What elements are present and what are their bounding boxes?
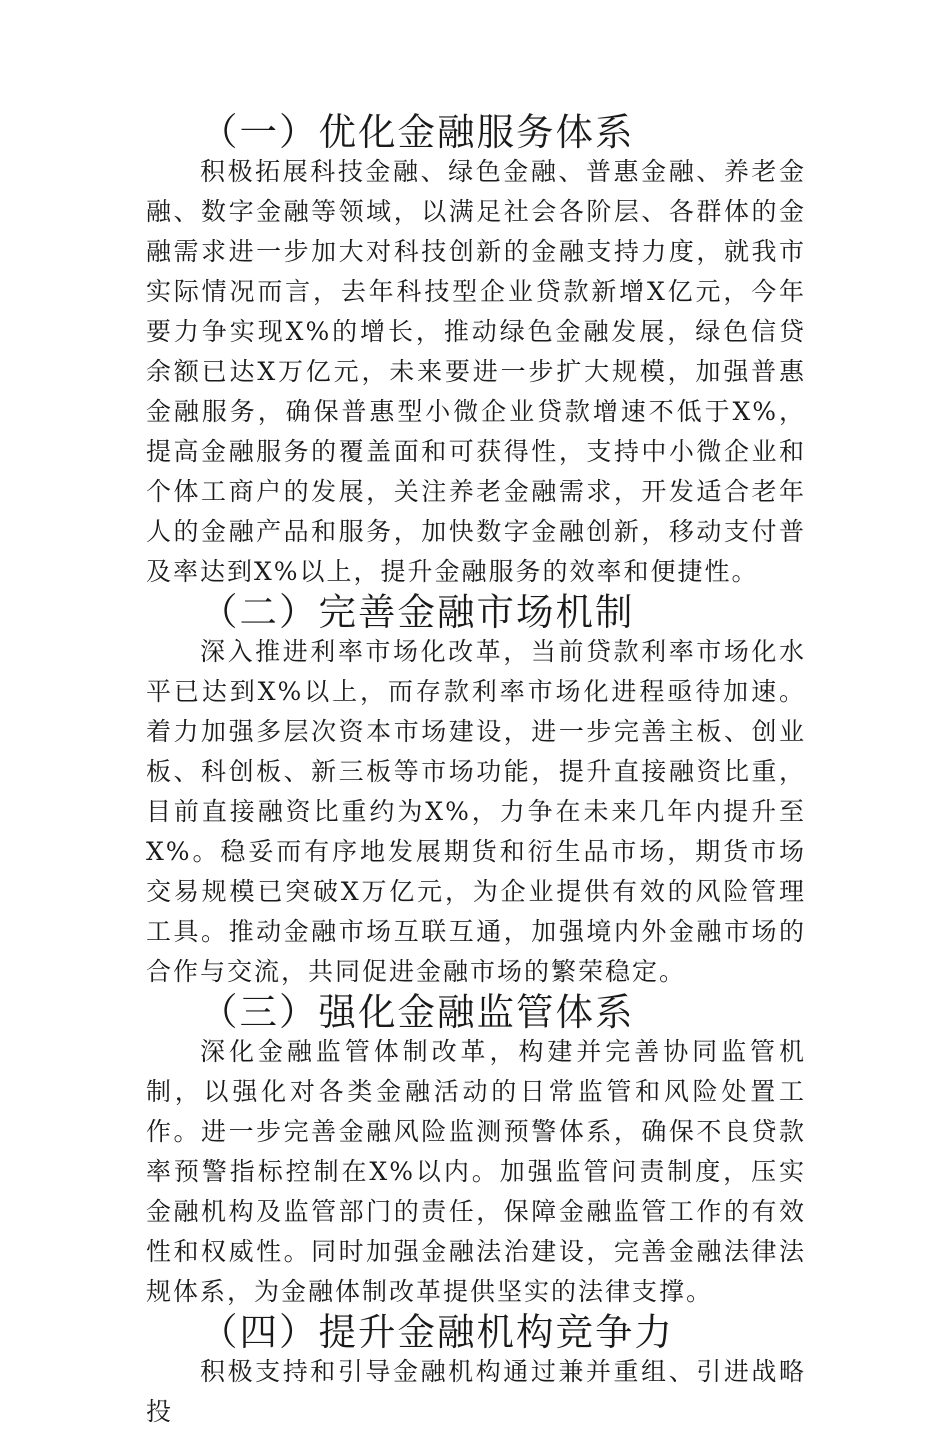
section-heading-3: （三）强化金融监管体系 bbox=[200, 990, 635, 1034]
section-heading-1: （一）优化金融服务体系 bbox=[200, 110, 635, 154]
section-heading-4: （四）提升金融机构竞争力 bbox=[200, 1310, 674, 1354]
section-body-4: 积极支持和引导金融机构通过兼并重组、引进战略投 bbox=[146, 1357, 806, 1426]
section-body-2: 深入推进利率市场化改革，当前贷款利率市场化水平已达到X%以上，而存款利率市场化进程亟待加速。着力加强多层次资本市场建设，进一步完善主板、创业板、科创板、新三板等市场功能，提升直接融资比重，目前直接融资比重约为X%，力争在未来几年内提升至X%。稳妥而有序地发展期货和衍生品市场，期货市场交易规模已突破X万亿元，为企业提供有效的风险管理工具。推动金融市场互联互通，加强境内外金融市场的合作与交流，共同促进金融市场的繁荣稳定。 bbox=[146, 637, 806, 986]
section-body-1: 积极拓展科技金融、绿色金融、普惠金融、养老金融、数字金融等领域，以满足社会各阶层、各群体的金融需求进一步加大对科技创新的金融支持力度，就我市实际情况而言，去年科技型企业贷款新增X亿元，今年要力争实现X%的增长，推动绿色金融发展，绿色信贷余额已达X万亿元，未来要进一步扩大规模，加强普惠金融服务，确保普惠型小微企业贷款增速不低于X%，提高金融服务的覆盖面和可获得性，支持中小微企业和个体工商户的发展，关注养老金融需求，开发适合老年人的金融产品和服务，加快数字金融创新，移动支付普及率达到X%以上，提升金融服务的效率和便捷性。 bbox=[146, 157, 806, 586]
document-page bbox=[146, 112, 806, 1432]
section-body-3: 深化金融监管体制改革，构建并完善协同监管机制，以强化对各类金融活动的日常监管和风险处置工作。进一步完善金融风险监测预警体系，确保不良贷款率预警指标控制在X%以内。加强监管问责制度，压实金融机构及监管部门的责任，保障金融监管工作的有效性和权威性。同时加强金融法治建设，完善金融法律法规体系，为金融体制改革提供坚实的法律支撑。 bbox=[146, 1037, 806, 1306]
section-heading-2: （二）完善金融市场机制 bbox=[200, 590, 635, 634]
